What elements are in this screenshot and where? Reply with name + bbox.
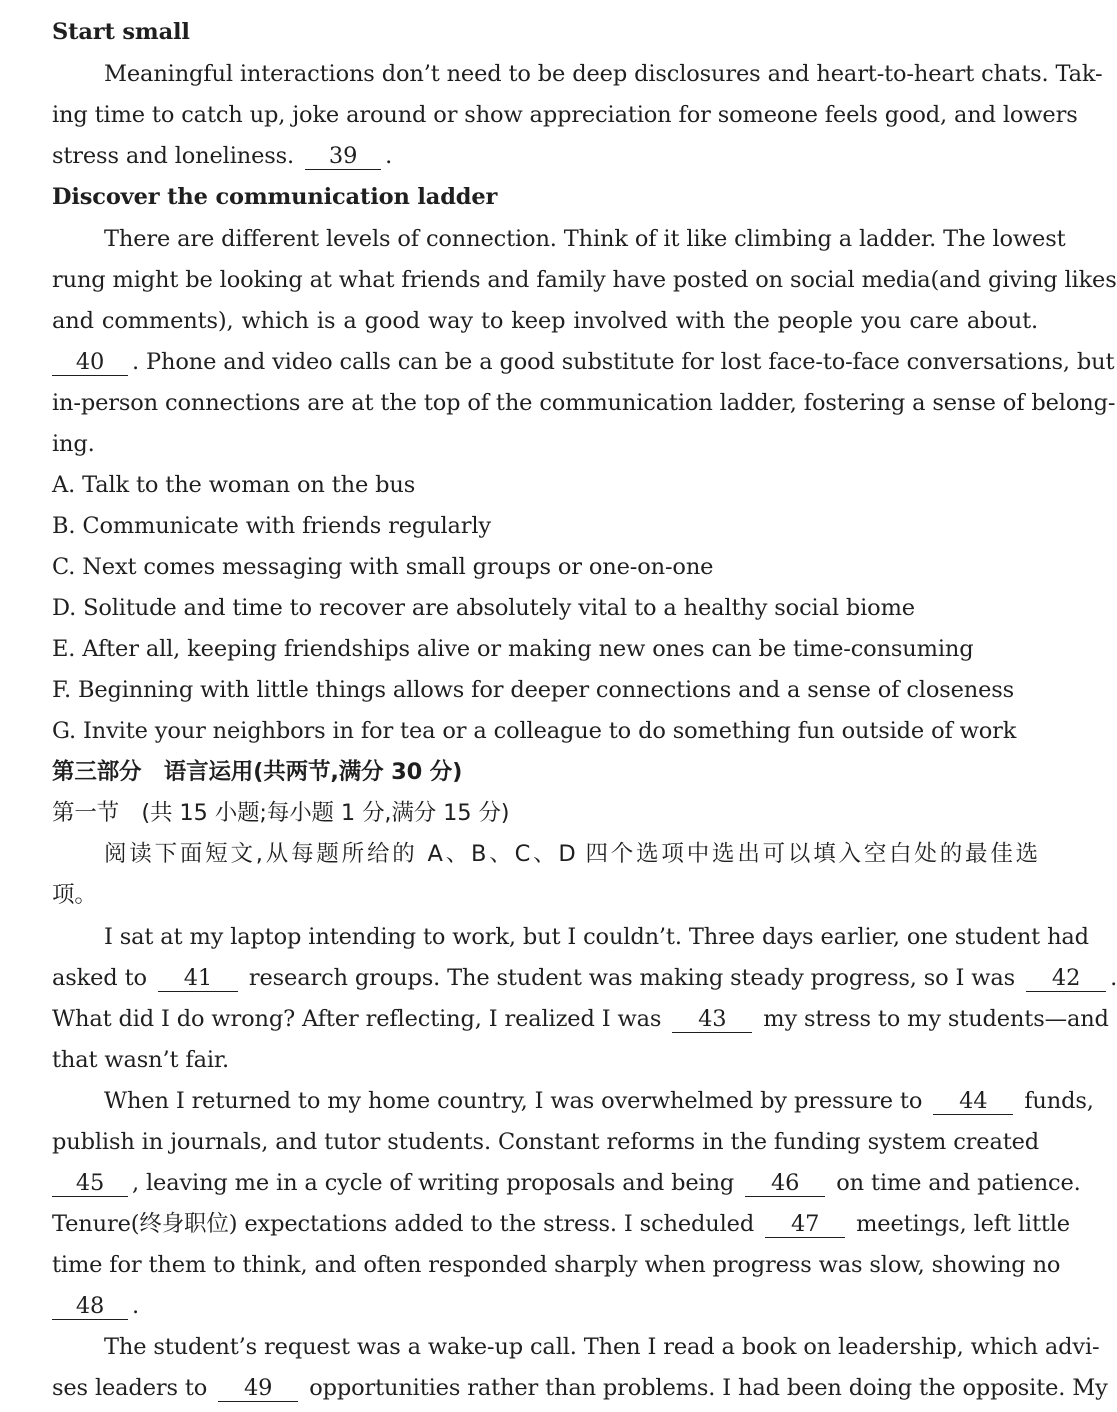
option-g: G. Invite your neighbors in for tea or a colleague to do something fun outside of work <box>52 718 1017 744</box>
text-fragment: . Phone and video calls can be a good substitute for lost face-to-face conversations, but <box>132 349 1115 375</box>
paragraph-line: Meaningful interactions don’t need to be deep disclosures and heart-to-heart chats. Tak- <box>104 61 1103 87</box>
blank-46[interactable]: 46 <box>745 1170 825 1197</box>
option-d: D. Solitude and time to recover are absolutely vital to a healthy social biome <box>52 595 915 621</box>
blank-47[interactable]: 47 <box>765 1211 845 1238</box>
text-fragment: asked to <box>52 965 147 991</box>
text-fragment: Tenure(终身职位) expectations added to the stress. I scheduled <box>52 1211 755 1237</box>
paragraph-line <box>52 1286 1038 1327</box>
option-e: E. After all, keeping friendships alive or making new ones can be time-consuming <box>52 636 974 662</box>
paragraph-line: ing. <box>52 431 95 457</box>
blank-43[interactable]: 43 <box>672 1006 752 1033</box>
part3-title: 第三部分 语言运用(共两节,满分 30 分) <box>52 759 463 785</box>
paragraph-line: ing time to catch up, joke around or show appreciation for someone feels good, and lowers <box>52 102 1078 128</box>
paragraph-line <box>52 999 1109 1040</box>
text-fragment: research groups. The student was making steady progress, so I was <box>248 965 1016 991</box>
option-b: B. Communicate with friends regularly <box>52 513 491 539</box>
period: . <box>132 1293 140 1319</box>
paragraph-line: and comments), which is a good way to keep involved with the people you care about. <box>52 308 1038 334</box>
blank-48[interactable]: 48 <box>52 1293 128 1320</box>
text-fragment: stress and loneliness. <box>52 143 295 169</box>
text-fragment: , leaving me in a cycle of writing proposals and being <box>132 1170 735 1196</box>
text-fragment: on time and patience. <box>836 1170 1081 1196</box>
text-fragment: my stress to my students—and <box>763 1006 1109 1032</box>
paragraph-line: There are different levels of connection. Think of it like climbing a ladder. The lowest <box>104 226 1066 252</box>
option-f: F. Beginning with little things allows for deeper connections and a sense of closeness <box>52 677 1015 703</box>
paragraph-line <box>52 1163 1081 1204</box>
paragraph-line <box>104 1081 1094 1122</box>
section-heading-communication-ladder: Discover the communication ladder <box>52 184 498 210</box>
paragraph-line: rung might be looking at what friends and family have posted on social media(and giving likes <box>52 267 1117 293</box>
instructions-line: 项。 <box>52 882 97 908</box>
section-heading-start-small: Start small <box>52 19 190 45</box>
blank-49[interactable]: 49 <box>218 1375 298 1402</box>
paragraph-line <box>52 136 1038 177</box>
instructions-line: 阅读下面短文,从每题所给的 A、B、C、D 四个选项中选出可以填入空白处的最佳选 <box>104 841 1038 867</box>
period: . <box>385 143 393 169</box>
paragraph-line: in-person connections are at the top of the communication ladder, fostering a sense of belong- <box>52 390 1116 416</box>
option-a: A. Talk to the woman on the bus <box>52 472 416 498</box>
text-fragment: opportunities rather than problems. I had been doing the opposite. My <box>309 1375 1108 1401</box>
paragraph-line <box>52 958 1117 999</box>
blank-42[interactable]: 42 <box>1026 965 1106 992</box>
paragraph-line: I sat at my laptop intending to work, but I couldn’t. Three days earlier, one student had <box>104 924 1089 950</box>
blank-45[interactable]: 45 <box>52 1170 128 1197</box>
blank-44[interactable]: 44 <box>933 1088 1013 1115</box>
paragraph-line <box>52 1368 1108 1409</box>
paragraph-line <box>52 1204 1070 1245</box>
paragraph-line: that wasn’t fair. <box>52 1047 230 1073</box>
text-fragment: When I returned to my home country, I was overwhelmed by pressure to <box>104 1088 923 1114</box>
text-fragment: meetings, left little <box>856 1211 1070 1237</box>
paragraph-line: publish in journals, and tutor students. Constant reforms in the funding system created <box>52 1129 1040 1155</box>
text-fragment: ses leaders to <box>52 1375 208 1401</box>
text-fragment: What did I do wrong? After reflecting, I realized I was <box>52 1006 662 1032</box>
option-c: C. Next comes messaging with small groups or one-on-one <box>52 554 714 580</box>
paragraph-line: The student’s request was a wake-up call. Then I read a book on leadership, which advi- <box>104 1334 1100 1360</box>
part3-section-title: 第一节 (共 15 小题;每小题 1 分,满分 15 分) <box>52 800 510 826</box>
blank-39[interactable]: 39 <box>305 143 381 170</box>
paragraph-line: time for them to think, and often responded sharply when progress was slow, showing no <box>52 1252 1061 1278</box>
paragraph-line <box>52 342 1115 383</box>
blank-41[interactable]: 41 <box>158 965 238 992</box>
period: . <box>1110 965 1117 991</box>
text-fragment: funds, <box>1024 1088 1094 1114</box>
blank-40[interactable]: 40 <box>52 349 128 376</box>
